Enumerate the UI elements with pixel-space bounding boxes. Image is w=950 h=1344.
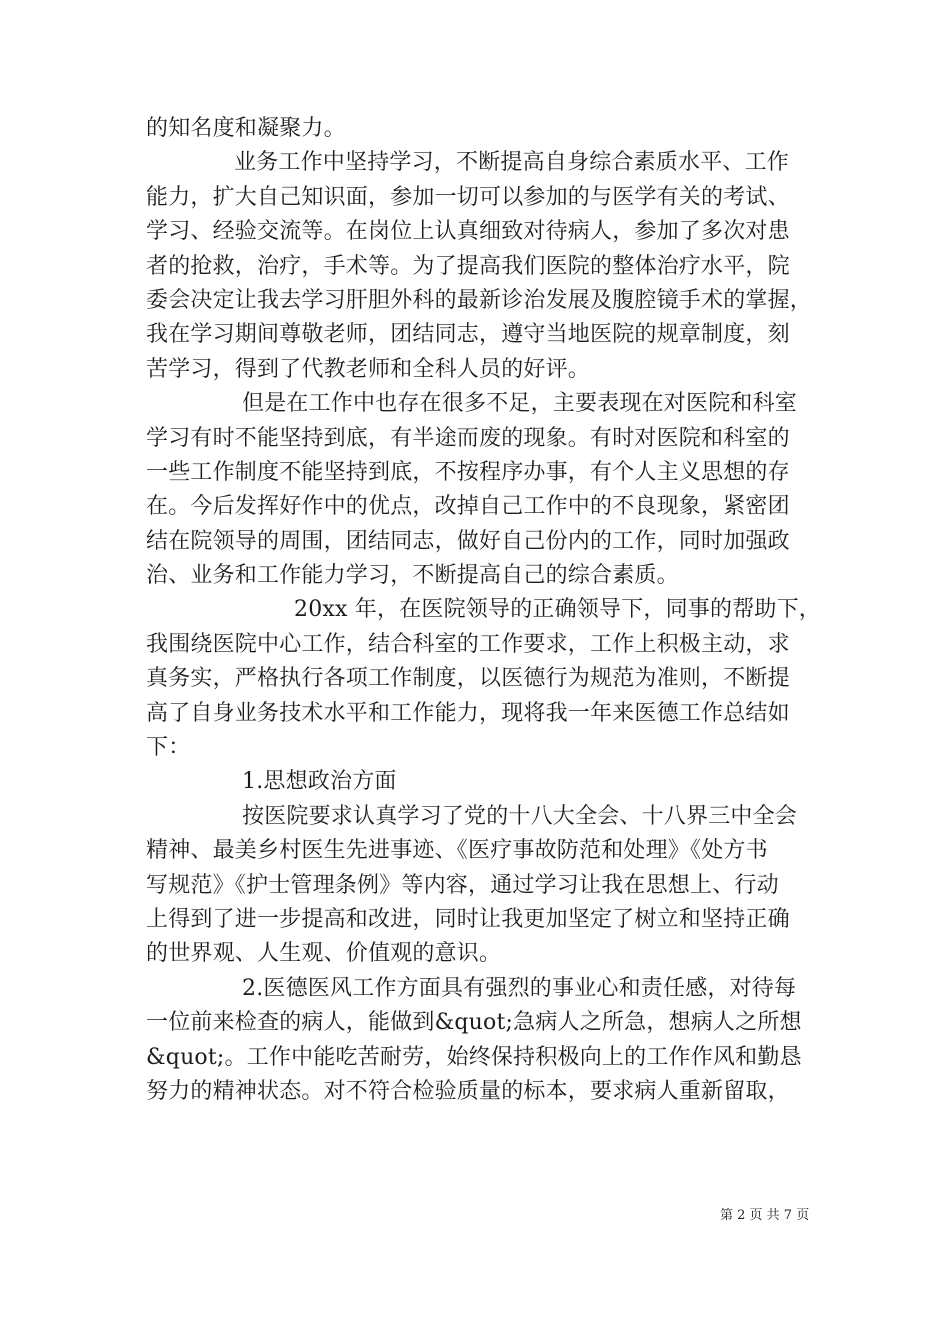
text-line: 真务实，严格执行各项工作制度，以医德行为规范为准则，不断提	[146, 666, 790, 692]
text-line: &quot;。工作中能吃苦耐劳，始终保持积极向上的工作作风和勤恳	[146, 1044, 802, 1070]
text-line: 业务工作中坚持学习，不断提高自身综合素质水平、工作	[234, 150, 790, 176]
text-line: 写规范》《护士管理条例》等内容，通过学习让我在思想上、行动	[146, 872, 779, 898]
text-line: 在。今后发挥好作中的优点，改掉自己工作中的不良现象，紧密团	[146, 494, 790, 520]
text-line: 我围绕医院中心工作，结合科室的工作要求，工作上积极主动，求	[146, 631, 790, 657]
text-line: 学习、经验交流等。在岗位上认真细致对待病人，参加了多次对患	[146, 219, 790, 245]
text-line: 高了自身业务技术水平和工作能力，现将我一年来医德工作总结如	[146, 700, 790, 726]
text-line: 一些工作制度不能坚持到底，不按程序办事，有个人主义思想的存	[146, 459, 790, 485]
text-line: 按医院要求认真学习了党的十八大全会、十八界三中全会	[242, 803, 798, 829]
text-line: 委会决定让我去学习肝胆外科的最新诊治发展及腹腔镜手术的掌握，	[146, 287, 813, 313]
text-line: 20xx 年，在医院领导的正确领导下，同事的帮助下，	[294, 597, 822, 623]
text-line: 者的抢救，治疗，手术等。为了提高我们医院的整体治疗水平，院	[146, 253, 790, 279]
page-number-footer: 第 2 页 共 7 页	[720, 1208, 810, 1223]
text-line: 学习有时不能坚持到底，有半途而废的现象。有时对医院和科室的	[146, 425, 790, 451]
text-line: 苦学习，得到了代教老师和全科人员的好评。	[146, 356, 591, 382]
text-line: 能力，扩大自己知识面，参加一切可以参加的与医学有关的考试、	[146, 184, 790, 210]
text-line: 上得到了进一步提高和改进，同时让我更加坚定了树立和坚持正确	[146, 906, 790, 932]
text-line: 治、业务和工作能力学习，不断提高自己的综合素质。	[146, 563, 679, 589]
text-line: 的知名度和凝聚力。	[146, 116, 346, 141]
text-line: 一位前来检查的病人，能做到&quot;急病人之所急，想病人之所想	[146, 1010, 802, 1036]
text-line: 结在院领导的周围，团结同志，做好自己份内的工作，同时加强政	[146, 528, 790, 554]
text-line: 精神、最美乡村医生先进事迹、《医疗事故防范和处理》《处方书	[146, 838, 768, 864]
text-line: 的世界观、人生观、价值观的意识。	[146, 941, 502, 967]
text-line: 但是在工作中也存在很多不足，主要表现在对医院和科室	[242, 391, 798, 417]
text-line: 下：	[146, 735, 191, 761]
text-line: 1.思想政治方面	[242, 769, 397, 795]
text-line: 努力的精神状态。对不符合检验质量的标本，要求病人重新留取，	[146, 1078, 790, 1104]
text-line: 我在学习期间尊敬老师，团结同志，遵守当地医院的规章制度，刻	[146, 322, 790, 348]
document-body	[146, 112, 822, 1109]
text-line: 2.医德医风工作方面具有强烈的事业心和责任感，对待每	[242, 975, 797, 1001]
